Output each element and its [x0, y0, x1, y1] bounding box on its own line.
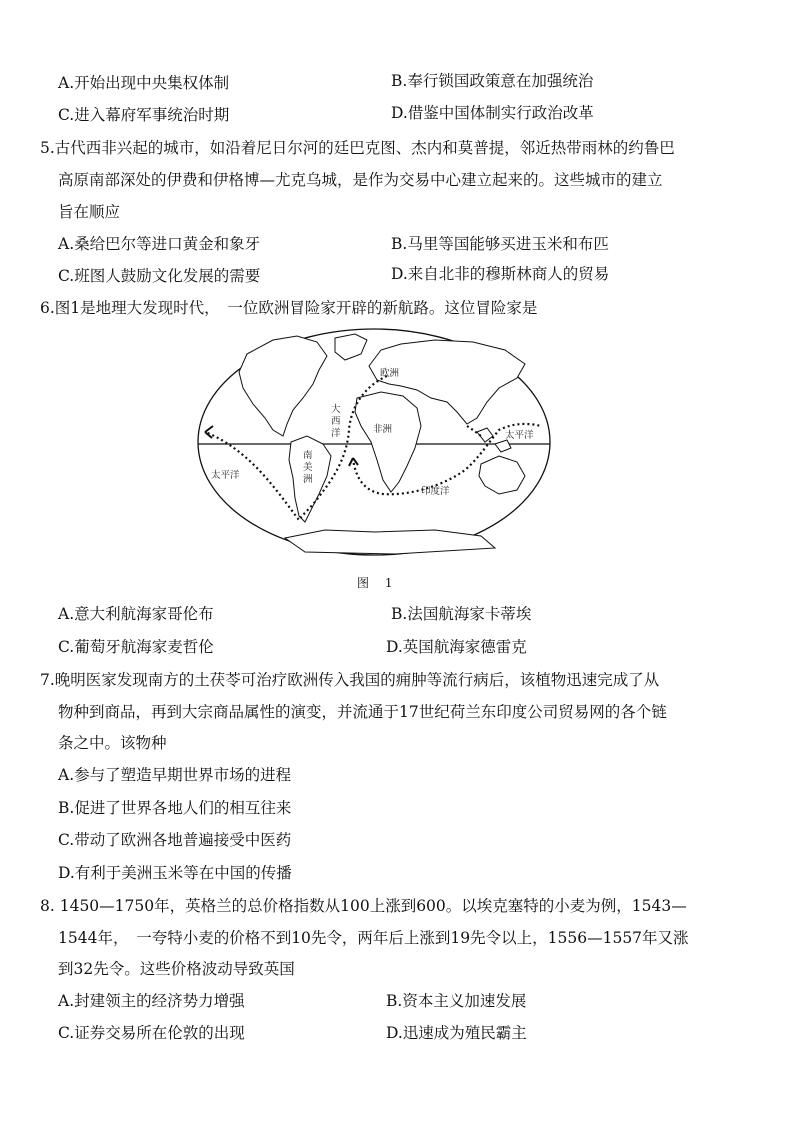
q7-stem-line-3: 条之中。该物种: [58, 734, 167, 752]
q7-option-d: D.有利于美洲玉米等在中国的传播: [58, 864, 292, 882]
q8-stem-line-2: 1544年， 一夸特小麦的价格不到10先令，两年后上涨到19先令以上，1556—1557年又涨: [58, 929, 689, 947]
q6-option-c: C.葡萄牙航海家麦哲伦: [58, 638, 214, 656]
q4-option-b: B.奉行锁国政策意在加强统治: [391, 72, 594, 90]
label-pacific-west: 太平洋: [211, 470, 240, 481]
q7-option-b: B.促进了世界各地人们的相互往来: [58, 799, 292, 817]
q4-option-d: D.借鉴中国体制实行政治改革: [391, 104, 594, 122]
antarctica-shape: [285, 530, 495, 554]
q8-option-d: D.迅速成为殖民霸主: [386, 1024, 527, 1042]
label-indian-ocean: 印度洋: [421, 486, 450, 497]
q5-option-c: C.班图人鼓励文化发展的需要: [58, 267, 261, 285]
label-south-america-3: 洲: [303, 474, 313, 485]
figure-caption: 图 1: [357, 576, 399, 590]
label-south-america-1: 南: [303, 450, 313, 461]
q7-stem-line-1: 7.晚明医家发现南方的土茯苓可治疗欧洲传入我国的痈肿等流行病后，该植物迅速完成了从: [40, 671, 660, 689]
q5-option-b: B.马里等国能够买进玉米和布匹: [391, 235, 609, 253]
q7-option-c: C.带动了欧洲各地普遍接受中医药: [58, 831, 292, 849]
q8-option-a: A.封建领主的经济势力增强: [58, 992, 245, 1010]
q7-stem-line-2: 物种到商品，再到大宗商品属性的演变，并流通于17世纪荷兰东印度公司贸易网的各个链: [58, 703, 667, 721]
q6-option-a: A.意大利航海家哥伦布: [58, 605, 214, 623]
q5-option-a: A.桑给巴尔等进口黄金和象牙: [58, 235, 261, 253]
q7-option-a: A.参与了塑造早期世界市场的进程: [58, 766, 292, 784]
label-atlantic-2: 西: [331, 416, 341, 427]
q8-stem-line-1: 8. 1450—1750年，英格兰的总价格指数从100上涨到600。以埃克塞特的小麦为例，1543—: [40, 897, 687, 915]
q4-option-a: A.开始出现中央集权体制: [58, 74, 230, 92]
label-europe: 欧洲: [380, 368, 400, 379]
label-atlantic-3: 洋: [331, 428, 341, 439]
q6-stem: 6.图1是地理大发现时代， 一位欧洲冒险家开辟的新航路。这位冒险家是: [40, 299, 538, 317]
label-pacific-east: 太平洋: [505, 430, 534, 441]
label-south-america-2: 美: [303, 462, 313, 473]
q6-option-d: D.英国航海家德雷克: [386, 638, 527, 656]
world-map-figure: [195, 326, 553, 558]
q5-option-d: D.来自北非的穆斯林商人的贸易: [391, 265, 610, 283]
q6-option-b: B.法国航海家卡蒂埃: [391, 605, 532, 623]
world-map-svg: [195, 326, 553, 558]
q4-option-c: C.进入幕府军事统治时期: [58, 106, 230, 124]
q5-stem-line-3: 旨在顺应: [58, 203, 121, 221]
q5-stem-line-1: 5.古代西非兴起的城市，如沿着尼日尔河的廷巴克图、杰内和莫普提，邻近热带雨林的约鲁巴: [40, 139, 675, 157]
q8-stem-line-3: 到32先令。这些价格波动导致英国: [58, 960, 295, 978]
label-africa: 非洲: [373, 424, 393, 435]
q8-option-b: B.资本主义加速发展: [386, 992, 527, 1010]
q5-stem-line-2: 高原南部深处的伊费和伊格博—尤克乌城，是作为交易中心建立起来的。这些城市的建立: [58, 171, 663, 189]
q8-option-c: C.证券交易所在伦敦的出现: [58, 1024, 245, 1042]
label-atlantic-1: 大: [331, 404, 341, 415]
